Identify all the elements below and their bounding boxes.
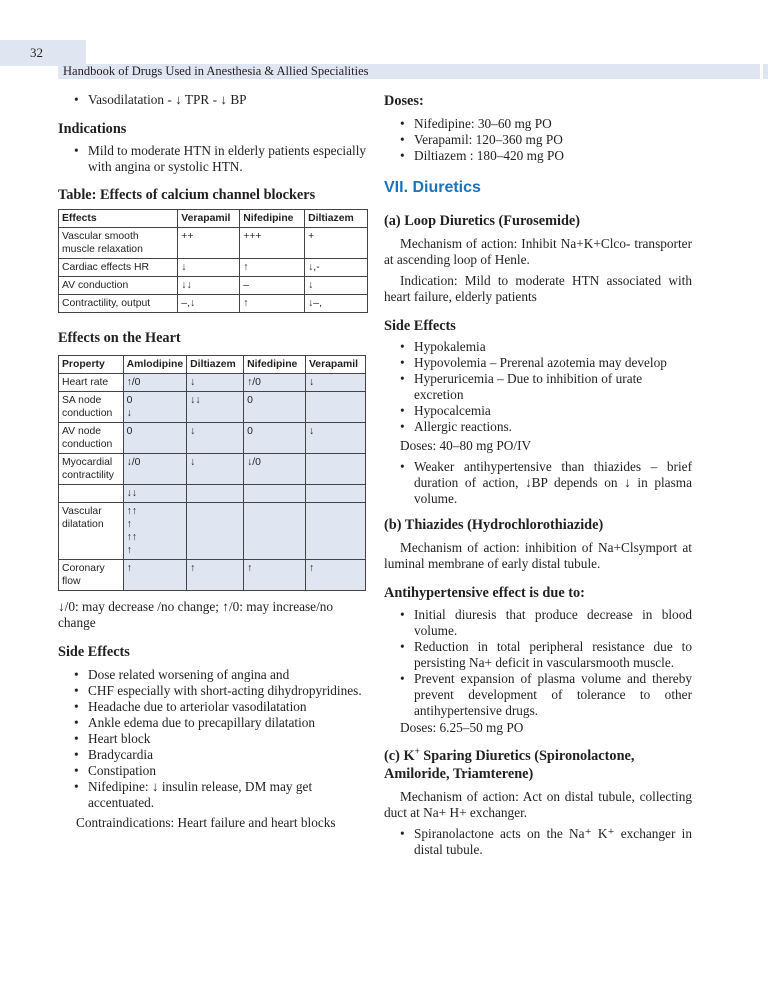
table-cell: AV node conduction — [59, 423, 124, 454]
k-sparing-heading-pre: (c) K — [384, 747, 415, 764]
k-sparing-mechanism-text: Mechanism of action: Act on distal tubule, collecting duct at Na+ H+ exchanger. — [384, 788, 692, 820]
list-item: • Allergic reactions. — [400, 419, 692, 435]
table-cell — [305, 503, 365, 560]
heart-effects-heading: Effects on the Heart — [58, 330, 181, 346]
table-cell: +++ — [240, 228, 305, 259]
table-header-cell: Amlodipine — [123, 356, 187, 374]
table-cell: Cardiac effects HR — [59, 259, 178, 277]
table-cell: Myocardial contractility — [59, 454, 124, 485]
table-cell: ↑/0 — [244, 374, 306, 392]
table-cell: – — [240, 277, 305, 295]
table-cell: ↓ — [187, 423, 244, 454]
list-item: • Hyperuricemia – Due to inhibition of urate excretion — [400, 371, 692, 403]
loop-indication-text: Indication: Mild to moderate HTN associated with heart failure, elderly patients — [384, 273, 692, 304]
list-item: • Reduction in total peripheral resistance due to persisting Na+ deficit in vascularsmooth muscle. — [400, 639, 692, 671]
table-cell: Coronary flow — [59, 560, 124, 591]
table-header-cell: Verapamil — [305, 356, 365, 374]
table-header-cell: Diltiazem — [187, 356, 244, 374]
list-item: • Hypokalemia — [400, 339, 692, 355]
list-item: • Ankle edema due to precapillary dilatation — [74, 715, 368, 731]
table-cell — [305, 485, 365, 503]
thiazide-doses-text: Doses: 6.25–50 mg PO — [400, 720, 524, 735]
table-cell: ↓ — [187, 454, 244, 485]
list-item: • Diltiazem : 180–420 mg PO — [400, 148, 692, 164]
table-cell: ↑ — [244, 560, 306, 591]
table-row — [59, 277, 368, 295]
k-sparing-heading-sup: + — [414, 746, 420, 756]
k-sparing-heading — [384, 742, 692, 783]
table-row — [59, 423, 366, 454]
table-header-row — [59, 210, 368, 228]
contraindications-text: Contraindications: Heart failure and heart blocks — [76, 815, 336, 830]
table-cell: ↓/0 — [123, 454, 187, 485]
k-sparing-heading-post: Sparing Diuretics (Spironolactone, Amiloride, Triamterene) — [384, 747, 635, 782]
doses-list — [384, 116, 692, 164]
list-item: • Hypovolemia – Prerenal azotemia may develop — [400, 355, 692, 371]
table-cell: ↓ — [178, 259, 240, 277]
left-column — [58, 92, 368, 831]
table-cell — [244, 485, 306, 503]
table-header-cell: Effects — [59, 210, 178, 228]
table-header-cell: Property — [59, 356, 124, 374]
table-cell: ↑ — [240, 295, 305, 313]
side-effects-heading: Side Effects — [58, 644, 130, 660]
list-item: • Nifedipine: ↓ insulin release, DM may get accentuated. — [74, 779, 368, 811]
table-cell — [187, 485, 244, 503]
table-cell: Heart rate — [59, 374, 124, 392]
top-bullet-list — [58, 92, 368, 108]
table-cell — [305, 392, 365, 423]
indications-heading: Indications — [58, 121, 127, 137]
table-cell: ↓ — [187, 374, 244, 392]
table-cell — [305, 454, 365, 485]
antihypertensive-list — [384, 607, 692, 719]
heart-effects-table — [58, 355, 366, 591]
table-cell: ↓ — [305, 277, 368, 295]
list-item: • Dose related worsening of angina and — [74, 667, 368, 683]
table-cell: 0 — [123, 423, 187, 454]
table-header-cell: Nifedipine — [240, 210, 305, 228]
table-cell: ++ — [178, 228, 240, 259]
page-number-box — [0, 40, 86, 66]
table-row — [59, 228, 368, 259]
thiazides-heading: (b) Thiazides (Hydrochlorothiazide) — [384, 517, 604, 533]
list-item: • Prevent expansion of plasma volume and thereby prevent development of tolerance to other antihypertensive drugs. — [400, 671, 692, 719]
table-row — [59, 295, 368, 313]
section-title-diuretics: VII. Diuretics — [384, 179, 481, 196]
k-sparing-list — [384, 826, 692, 858]
running-header-title: Handbook of Drugs Used in Anesthesia & Allied Specialities — [63, 64, 369, 78]
table-cell: –,↓ — [178, 295, 240, 313]
list-item: • Constipation — [74, 763, 368, 779]
table-cell — [187, 503, 244, 560]
list-item: • Weaker antihypertensive than thiazides – brief duration of action, ↓BP depends on ↓ in plasma volume. — [400, 459, 692, 507]
table-cell: 0 ↓ — [123, 392, 187, 423]
list-item: • Nifedipine: 30–60 mg PO — [400, 116, 692, 132]
table-cell: ↓↓ — [178, 277, 240, 295]
table-cell: ↑ — [240, 259, 305, 277]
list-item: • Bradycardia — [74, 747, 368, 763]
table-cell: ↓ — [305, 374, 365, 392]
list-item: • Headache due to arteriolar vasodilatation — [74, 699, 368, 715]
table-row — [59, 259, 368, 277]
list-item: • Spiranolactone acts on the Na⁺ K⁺ exchanger in distal tubule. — [400, 826, 692, 858]
table-cell: 0 — [244, 423, 306, 454]
ccb-effects-table — [58, 209, 368, 313]
table-row — [59, 485, 366, 503]
table-header-cell: Diltiazem — [305, 210, 368, 228]
table-cell: ↑/0 — [123, 374, 187, 392]
table-row — [59, 392, 366, 423]
table-cell: ↑↑ ↑ ↑↑ ↑ — [123, 503, 187, 560]
table-row — [59, 503, 366, 560]
table-cell: AV conduction — [59, 277, 178, 295]
thiazide-mechanism-text: Mechanism of action: inhibition of Na+Clsymport at luminal membrane of early distal tubule. — [384, 540, 692, 571]
table-header-cell: Nifedipine — [244, 356, 306, 374]
indications-list — [58, 143, 368, 175]
loop-extra-list — [384, 459, 692, 507]
table-cell: ↑ — [187, 560, 244, 591]
loop-diuretics-heading: (a) Loop Diuretics (Furosemide) — [384, 213, 581, 229]
list-item: • CHF especially with short-acting dihydropyridines. — [74, 683, 368, 699]
table-header-row — [59, 356, 366, 374]
antihypertensive-heading: Antihypertensive effect is due to: — [384, 585, 585, 601]
loop-side-effects-list — [384, 339, 692, 435]
header-edge-tab — [763, 64, 768, 79]
table-legend-note: ↓/0: may decrease /no change; ↑/0: may increase/no change — [58, 599, 334, 630]
loop-doses-text: Doses: 40–80 mg PO/IV — [400, 438, 532, 453]
list-item: • Mild to moderate HTN in elderly patients especially with angina or systolic HTN. — [74, 143, 368, 175]
list-item: • Verapamil: 120–360 mg PO — [400, 132, 692, 148]
table-cell: Contractility, output — [59, 295, 178, 313]
list-item: • Hypocalcemia — [400, 403, 692, 419]
table-header-cell: Verapamil — [178, 210, 240, 228]
table-cell — [59, 485, 124, 503]
list-item: • Initial diuresis that produce decrease in blood volume. — [400, 607, 692, 639]
table-cell: Vascular dilatation — [59, 503, 124, 560]
loop-mechanism-text: Mechanism of action: Inhibit Na+K+Clco- transporter at ascending loop of Henle. — [384, 236, 692, 267]
table-cell: ↓↓ — [187, 392, 244, 423]
list-item: • Heart block — [74, 731, 368, 747]
table-cell — [244, 503, 306, 560]
table-cell: ↑ — [123, 560, 187, 591]
list-item: • Vasodilatation - ↓ TPR - ↓ BP — [74, 92, 368, 108]
table-cell: 0 — [244, 392, 306, 423]
table-cell: ↓,- — [305, 259, 368, 277]
table-row — [59, 454, 366, 485]
table-cell: ↓ — [305, 423, 365, 454]
table-row — [59, 560, 366, 591]
table-row — [59, 374, 366, 392]
side-effects-list — [58, 667, 368, 811]
table-cell: ↓/0 — [244, 454, 306, 485]
page-number: 32 — [30, 45, 43, 60]
table-cell: SA node conduction — [59, 392, 124, 423]
right-column — [384, 92, 692, 858]
table-cell: + — [305, 228, 368, 259]
table-cell: ↓–, — [305, 295, 368, 313]
table-cell: ↓↓ — [123, 485, 187, 503]
table1-title: Table: Effects of calcium channel blockers — [58, 187, 316, 203]
loop-side-effects-heading: Side Effects — [384, 318, 456, 334]
table-cell: Vascular smooth muscle relaxation — [59, 228, 178, 259]
table-cell: ↑ — [305, 560, 365, 591]
doses-heading: Doses: — [384, 93, 424, 109]
